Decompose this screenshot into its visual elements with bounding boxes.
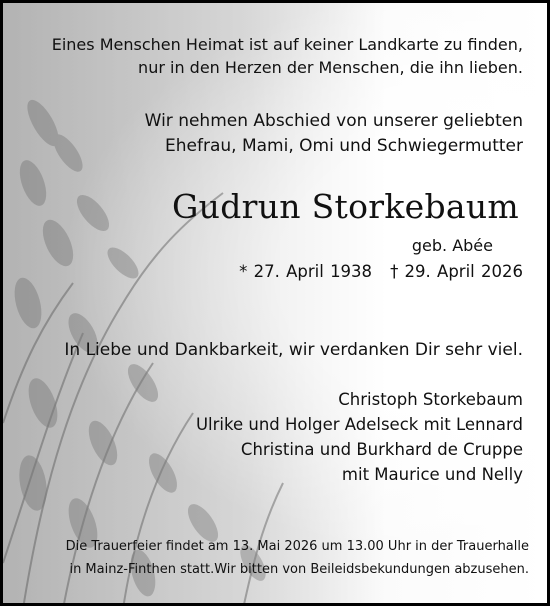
mourner-line: Christoph Storkebaum <box>338 390 523 409</box>
thanks-line: In Liebe und Dankbarkeit, wir verdanken Dir sehr viel. <box>64 340 523 360</box>
quote <box>52 33 523 79</box>
intro-line-1: Wir nehmen Abschied von unserer geliebten <box>144 111 523 131</box>
mourner-line: Ulrike und Holger Adelseck mit Lennard <box>195 415 523 434</box>
mourner-line: Christina und Burkhard de Cruppe <box>240 440 523 459</box>
funeral-info <box>66 535 529 581</box>
deceased-name: Gudrun Storkebaum <box>172 187 519 226</box>
intro-line-2: Ehefrau, Mami, Omi und Schwiegermutter <box>165 136 523 156</box>
birth-name: geb. Abée <box>411 236 493 255</box>
farewell-intro <box>145 109 523 159</box>
birth-date: * 27. April 1938 <box>239 262 373 281</box>
life-dates <box>239 262 523 281</box>
mourners-list <box>196 387 523 487</box>
mourner-line: mit Maurice und Nelly <box>341 465 523 484</box>
death-date: † 29. April 2026 <box>390 262 523 281</box>
quote-line-2: nur in den Herzen der Menschen, die ihn lieben. <box>138 58 523 77</box>
funeral-line-2: in Mainz-Finthen statt.Wir bitten von Beileidsbekundungen abzusehen. <box>69 562 529 577</box>
quote-line-1: Eines Menschen Heimat ist auf keiner Landkarte zu finden, <box>51 35 523 54</box>
funeral-line-1: Die Trauerfeier findet am 13. Mai 2026 um 13.00 Uhr in der Trauerhalle <box>65 539 529 554</box>
wheat-field-background-image <box>3 3 550 606</box>
